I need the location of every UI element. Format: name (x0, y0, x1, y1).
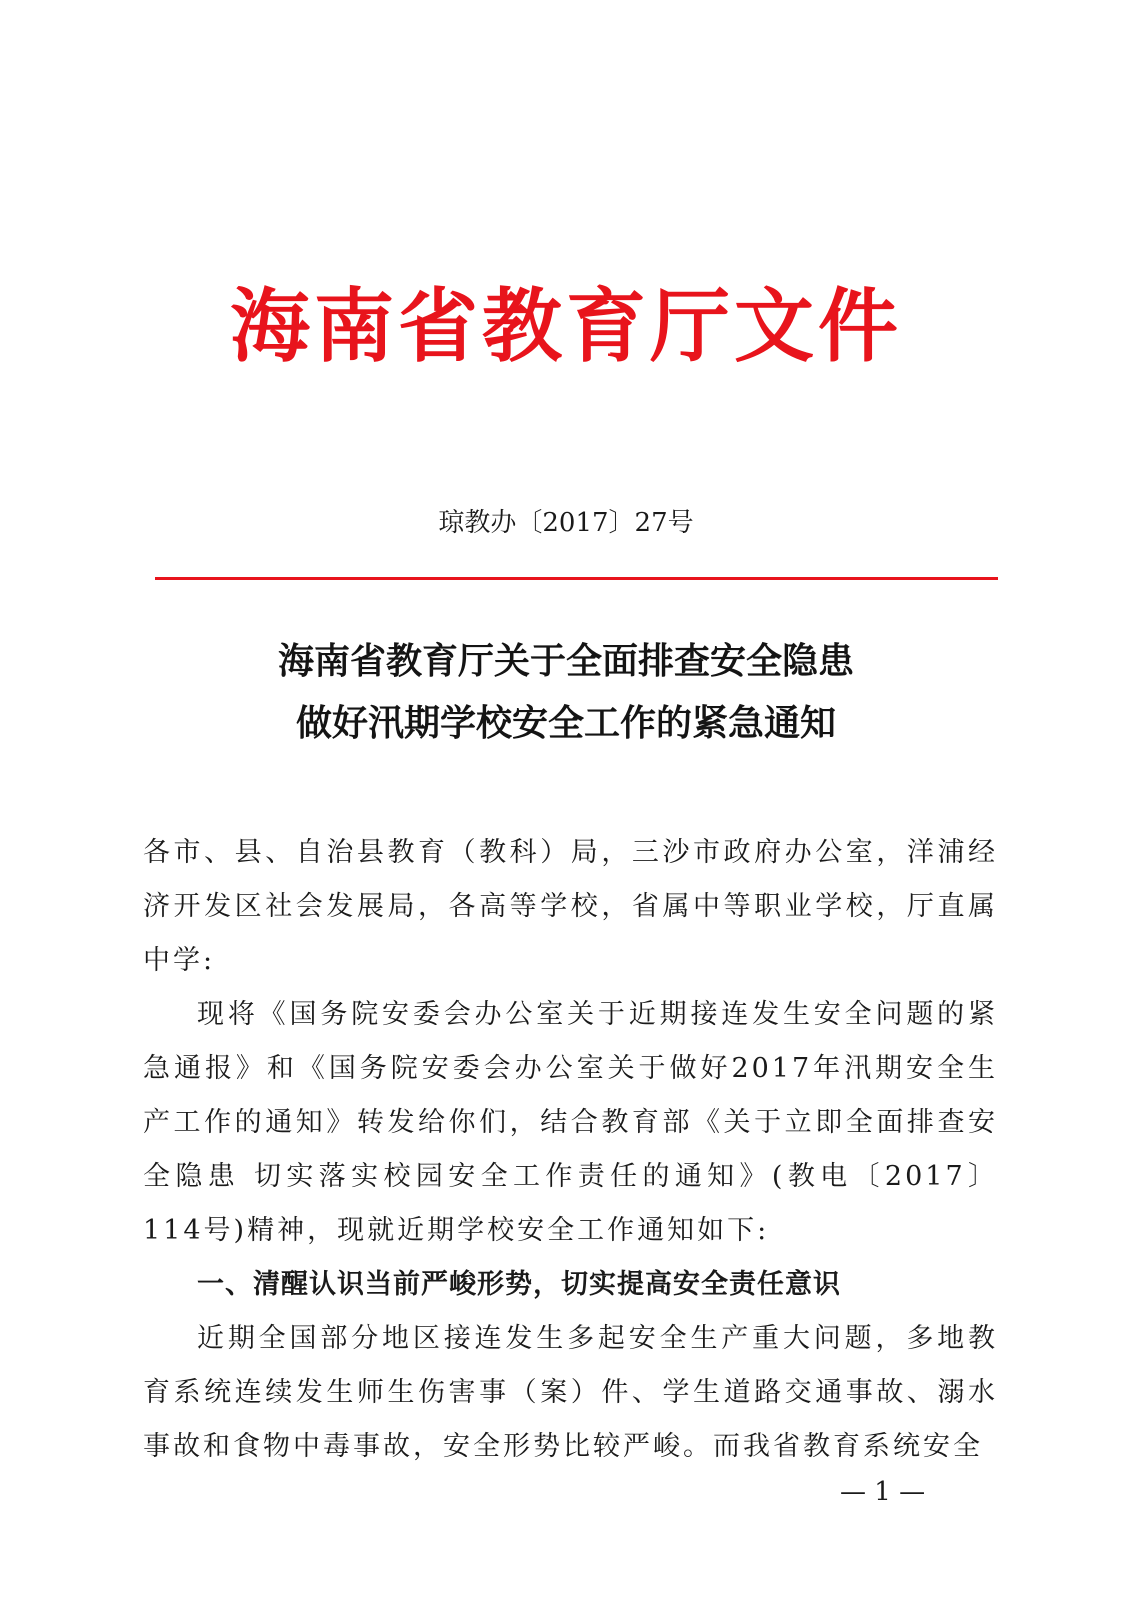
document-title (0, 630, 1132, 754)
title-line-2: 做好汛期学校安全工作的紧急通知 (295, 702, 836, 744)
recipients-paragraph: 各市、县、自治县教育（教科）局，三沙市政府办公室，洋浦经济开发区社会发展局，各高等学校，省属中等职业学校，厅直属中学: (143, 837, 998, 976)
body-paragraph-1: 现将《国务院安委会办公室关于近期接连发生安全问题的紧急通报》和《国务院安委会办公室关于做好2017年汛期安全生产工作的通知》转发给你们，结合教育部《关于立即全面排查安全隐患 切实落实校园安全工作责任的通知》(教电〔2017〕114号)精神，现就近期学校安全工作通知如下: (143, 999, 998, 1246)
document-body (143, 826, 998, 1474)
title-line-1: 海南省教育厅关于全面排查安全隐患 (277, 640, 854, 682)
document-masthead: 海南省教育厅文件 (230, 279, 902, 373)
page-number: — 1 — (840, 1477, 926, 1507)
red-divider-line (155, 577, 998, 580)
document-number: 琼教办〔2017〕27号 (438, 508, 694, 538)
body-paragraph-2: 近期全国部分地区接连发生多起安全生产重大问题，多地教育系统连续发生师生伤害事（案）件、学生道路交通事故、溺水事故和食物中毒事故，安全形势比较严峻。而我省教育系统安全 (143, 1323, 998, 1462)
section-heading-1: 一、清醒认识当前严峻形势，切实提高安全责任意识 (197, 1269, 841, 1300)
